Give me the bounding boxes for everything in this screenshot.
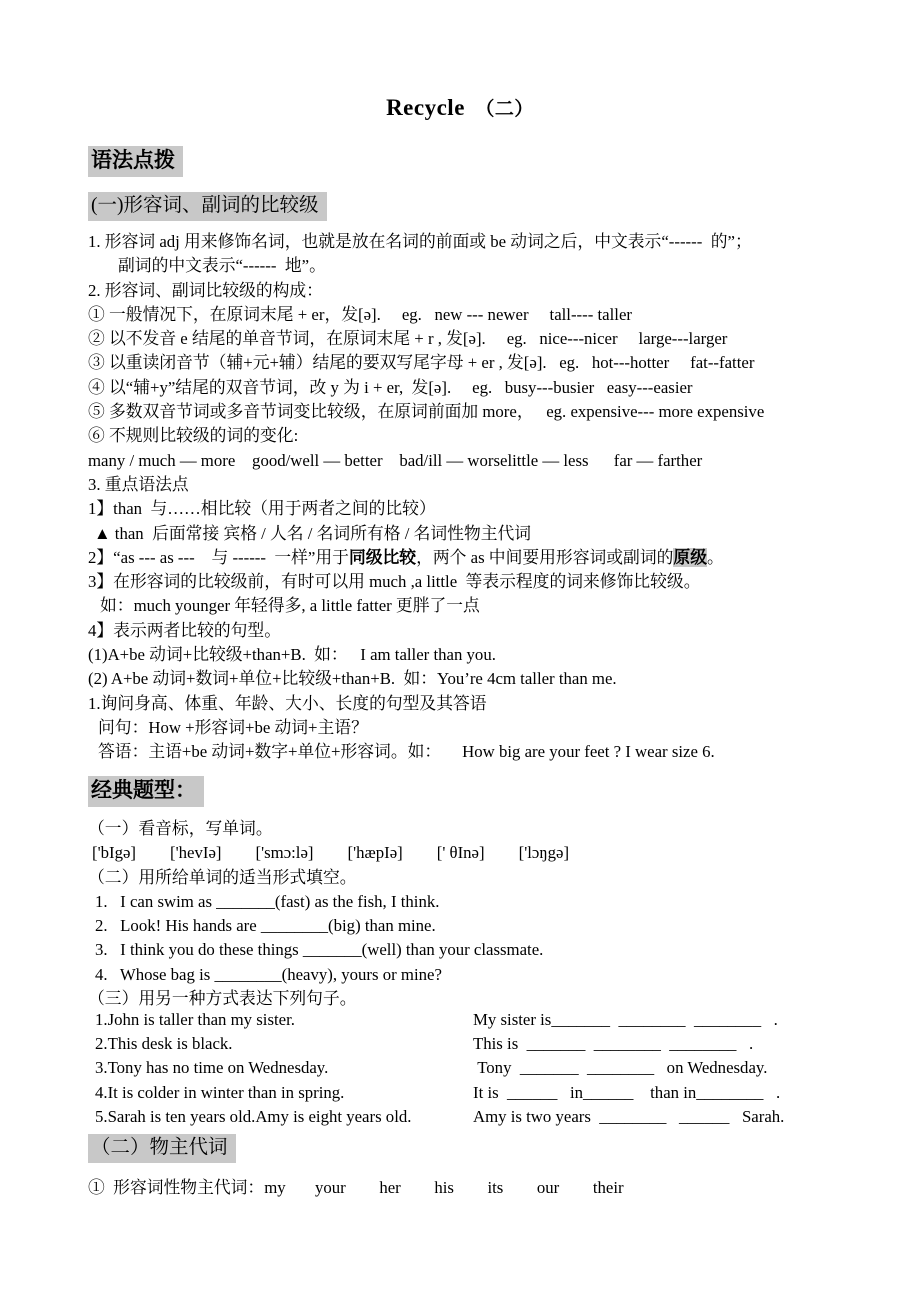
fill-item: 3. I think you do these things _______(well) than your classmate. bbox=[95, 940, 544, 960]
phonetics-row bbox=[88, 841, 894, 865]
transform-source: 3.Tony has no time on Wednesday. bbox=[95, 1058, 329, 1078]
grammar-rule-4: ④ 以“辅+y”结尾的双音节词，改 y 为 i + er, 发[ə]. eg. busy---busier easy---easier bbox=[88, 377, 693, 397]
page-title-en: Recycle bbox=[386, 95, 465, 120]
pattern-1: (1)A+be 动词+比较级+than+B. 如： I am taller than you. bbox=[88, 645, 496, 665]
grammar-point-4-patterns: 4】表示两者比较的句型。 bbox=[88, 620, 281, 640]
grammar-irregular-list: many / much — more good/well — better bad/ill — worselittle — less far — farther bbox=[88, 450, 703, 470]
phonetic-item: ['bIgə] bbox=[92, 843, 137, 863]
transform-source: 4.It is colder in winter than in spring. bbox=[95, 1082, 345, 1102]
fill-item: 2. Look! His hands are ________(big) than mine. bbox=[95, 916, 436, 936]
question-pattern: 问句：How +形容词+be 动词+主语？ bbox=[98, 717, 368, 737]
grammar-point-3-example: 如：much younger 年轻得多, a little fatter 更胖了一点 bbox=[100, 596, 480, 616]
transform-rewrite: This is _______ ________ ________ . bbox=[473, 1034, 754, 1054]
grammar-rule-6: ⑥ 不规则比较级的词的变化: bbox=[88, 426, 299, 446]
as-as-highlight-term: 原级 bbox=[673, 547, 707, 567]
grammar-section-heading: 语法点拨 bbox=[88, 146, 183, 177]
exercise-part2-label: （二）用所给单词的适当形式填空。 bbox=[88, 867, 357, 887]
page-title bbox=[0, 94, 920, 121]
transform-row bbox=[88, 1056, 894, 1080]
phonetic-item: ['hevIə] bbox=[170, 843, 222, 863]
transform-row bbox=[88, 1105, 894, 1129]
grammar-body bbox=[88, 230, 894, 765]
transform-source: 1.John is taller than my sister. bbox=[95, 1010, 295, 1029]
grammar-rule-3: ③ 以重读闭音节（辅+元+辅）结尾的要双写尾字母 + er , 发[ə]. eg. hot---hotter fat--fatter bbox=[88, 353, 755, 373]
grammar-point-1-than: 1】than 与……相比较（用于两者之间的比较） bbox=[88, 499, 436, 519]
as-as-suffix: 。 bbox=[706, 547, 724, 567]
phonetic-item: ['smɔ:lə] bbox=[255, 843, 314, 863]
possessive-section-heading: （二）物主代词 bbox=[88, 1134, 236, 1163]
fill-item: 4. Whose bag is ________(heavy), yours or mine? bbox=[95, 964, 442, 984]
answer-pattern: 答语：主语+be 动词+数字+单位+形容词。如： How big are your feet ? I wear size 6. bbox=[98, 742, 715, 762]
exercise-part1-label: （一）看音标，写单词。 bbox=[88, 819, 273, 838]
grammar-rule-2: ② 以不发音 e 结尾的单音节词，在原词末尾 + r , 发[ə]. eg. nice---nicer large---larger bbox=[88, 329, 728, 349]
transform-exercise bbox=[88, 1008, 894, 1129]
transform-row bbox=[88, 1032, 894, 1056]
phonetic-item: ['hæpIə] bbox=[347, 843, 403, 863]
transform-source: 5.Sarah is ten years old.Amy is eight years old. bbox=[95, 1106, 412, 1126]
phonetic-item: ['lɔŋgə] bbox=[518, 843, 570, 863]
transform-row bbox=[88, 1008, 894, 1032]
grammar-point-1-note: ▲ than 后面常接 宾格 / 人名 / 名词所有格 / 名词性物主代词 bbox=[94, 523, 532, 543]
transform-source: 2.This desk is black. bbox=[95, 1034, 233, 1054]
transform-rewrite: My sister is_______ ________ ________ . bbox=[473, 1010, 778, 1029]
question-pattern-title: 1.询问身高、体重、年龄、大小、长度的句型及其答语 bbox=[88, 693, 487, 713]
as-as-prefix: 2】“as --- as --- 与 ------ 一样”用于 bbox=[88, 547, 349, 567]
as-as-mid: ，两个 as 中间要用形容词或副词的 bbox=[416, 547, 674, 567]
grammar-point-3-much: 3】在形容词的比较级前，有时可以用 much ,a little 等表示程度的词来修饰比较级。 bbox=[88, 572, 701, 592]
page-title-cn bbox=[465, 99, 476, 120]
transform-rewrite: It is ______ in______ than in________ . bbox=[473, 1082, 781, 1102]
transform-row bbox=[88, 1081, 894, 1105]
grammar-rule-5: ⑤ 多数双音节词或多音节词变比较级，在原词前面加 more， eg. expensive--- more expensive bbox=[88, 402, 765, 422]
pattern-2: (2) A+be 动词+数词+单位+比较级+than+B. 如：You’re 4cm taller than me. bbox=[88, 669, 617, 689]
phonetic-item: [' θInə] bbox=[436, 843, 485, 863]
comparative-subsection-heading: (一)形容词、副词的比较级 bbox=[88, 192, 327, 221]
grammar-line-formation-title: 2. 形容词、副词比较级的构成： bbox=[88, 280, 323, 300]
page-title-cn-text: （二） bbox=[475, 99, 534, 120]
as-as-bold-term: 同级比较 bbox=[348, 547, 417, 567]
grammar-point-2-as-as bbox=[88, 546, 894, 570]
fill-item: 1. I can swim as _______(fast) as the fish, I think. bbox=[95, 891, 440, 911]
grammar-line-adv-def: 副词的中文表示“------ 地”。 bbox=[118, 256, 326, 276]
transform-rewrite: Amy is two years ________ ______ Sarah. bbox=[473, 1106, 785, 1126]
grammar-rule-1: ① 一般情况下，在原词末尾 + er，发[ə]. eg. new --- newer tall---- taller bbox=[88, 304, 632, 324]
grammar-line-adj-def: 1. 形容词 adj 用来修饰名词，也就是放在名词的前面或 be 动词之后，中文表示“------ 的”； bbox=[88, 232, 752, 251]
classic-exercises-heading: 经典题型： bbox=[88, 776, 204, 807]
grammar-key-points-title: 3. 重点语法点 bbox=[88, 474, 189, 494]
exercise-body bbox=[88, 817, 894, 1011]
transform-rewrite: Tony _______ ________ on Wednesday. bbox=[473, 1058, 768, 1078]
possessive-adjectives-line: ① 形容词性物主代词：my your her his its our their bbox=[88, 1178, 624, 1197]
exercise-part3-label: （三）用另一种方式表达下列句子。 bbox=[88, 989, 357, 1009]
